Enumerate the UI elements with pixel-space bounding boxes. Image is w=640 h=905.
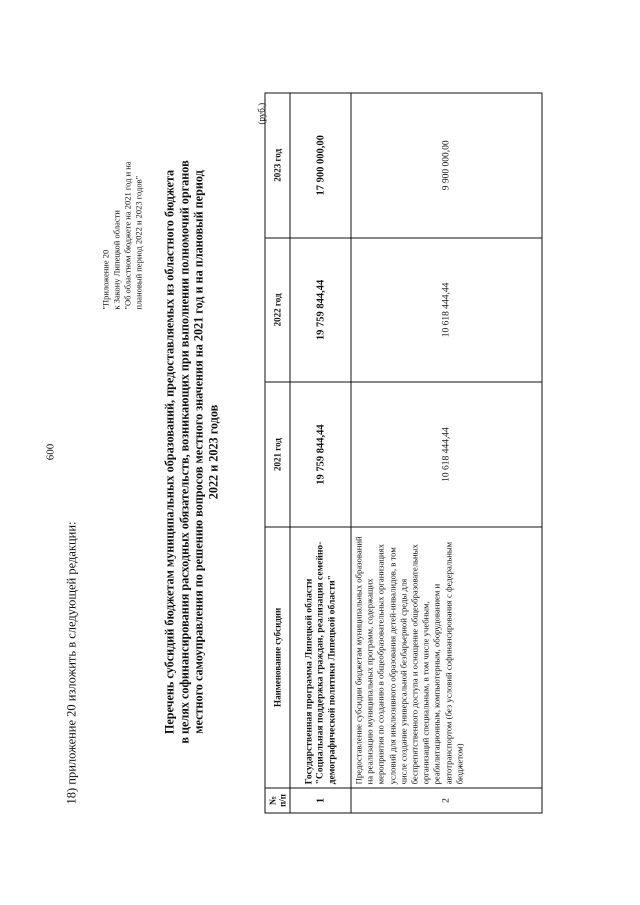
row-name: Государственная программа Липецкой области "Социальная поддержка граждан, реализация семейно-демографической политики Липецкой области" [290, 527, 351, 788]
title-line: в целях софинансирования расходных обязательств, возникающих при выполнении полномочий органов [177, 160, 191, 744]
row-2022: 10 618 444,44 [351, 238, 542, 383]
row-name: Предоставление субсидии бюджетам муниципальных образований на реализацию муниципальных программ, содержащих мероприятия по созданию в общеобразовательных организациях условий для инклюзивного образования детей-инвалидов, в том числе создание универсальной безбарьерной среды для беспрепятственного доступа и оснащение общеобразовательных организаций специальным, в том числе учебным, реабилитационным, компьютерным, оборудованием и автотранспортом (без условий софинансирования с федеральным бюджетом) [351, 527, 542, 788]
header-name: Наименование субсидии [265, 527, 290, 788]
header-2021: 2021 год [265, 382, 290, 527]
row-2023: 9 900 000,00 [351, 93, 542, 238]
row-2022: 19 759 844,44 [290, 238, 351, 383]
currency-note: (руб.) [256, 102, 267, 125]
header-2023: 2023 год [265, 93, 290, 238]
header-2022: 2022 год [265, 238, 290, 383]
table-row [351, 93, 542, 813]
title-line: местного самоуправления по решению вопросов местного значения на 2021 год и на плановый период [191, 170, 206, 734]
header-num: № п/п [265, 788, 290, 813]
title-line: 2022 и 2023 годов [206, 404, 220, 500]
row-2023: 17 900 000,00 [290, 93, 351, 238]
page-number: 600 [44, 443, 57, 461]
subsidies-table [265, 93, 543, 814]
intro-text: 18) приложение 20 изложить в следующей редакции: [64, 521, 79, 805]
appendix-note-line: к Закону Липецкой области [111, 210, 122, 310]
row-num: 2 [351, 788, 542, 813]
title-line: Перечень субсидий бюджетам муниципальных образований, предоставляемых из областного бюджета [162, 169, 177, 735]
appendix-note-line: "Приложение 20 [100, 249, 111, 310]
table-row [290, 93, 351, 813]
appendix-note [101, 161, 145, 309]
appendix-note-line: "Об областном бюджете на 2021 год и на [122, 161, 133, 310]
row-2021: 10 618 444,44 [351, 382, 542, 527]
table-header-row [265, 93, 290, 813]
document-title [163, 95, 221, 810]
row-2021: 19 759 844,44 [290, 382, 351, 527]
row-num: 1 [290, 788, 351, 813]
landscape-content [1, 0, 640, 905]
appendix-note-line: плановый период 2022 и 2023 годов" [133, 175, 144, 310]
